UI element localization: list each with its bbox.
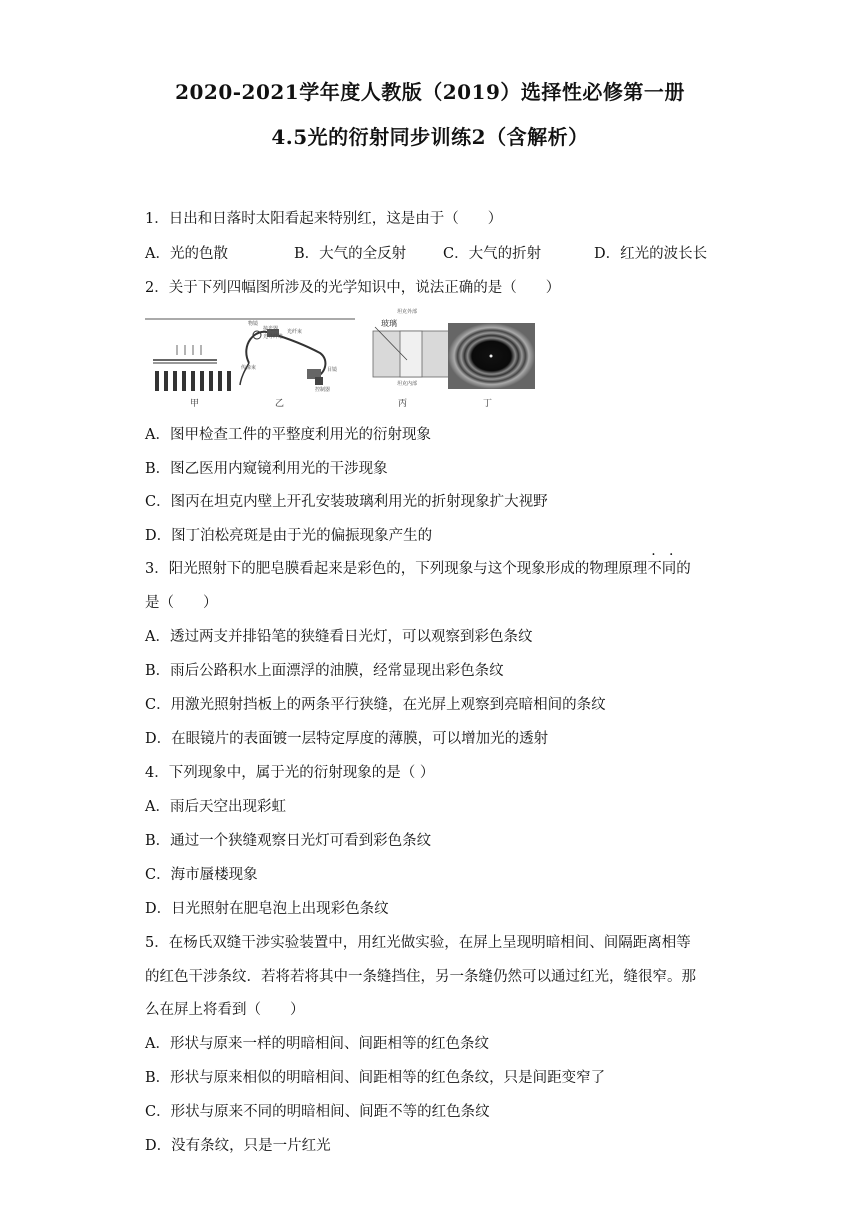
q3-option-c: C．用激光照射挡板上的两条平行狭缝，在光屏上观察到亮暗相间的条纹 — [145, 697, 606, 713]
figure-yi — [240, 320, 337, 409]
figure-label-bing: 丙 — [398, 399, 408, 409]
document-title-line1: 2020-2021学年度人教版（2019）选择性必修第一册 — [175, 80, 685, 104]
q3-emphasis: 不同 · · — [647, 547, 677, 577]
q3-option-d: D．在眼镜片的表面镀一层特定厚度的薄膜，可以增加光的透射 — [145, 731, 549, 747]
svg-text:光纤束: 光纤束 — [287, 329, 303, 335]
q2-stem: 2．关于下列四幅图所涉及的光学知识中，说法正确的是（ ） — [145, 280, 561, 296]
q1-option-c: C．大气的折射 — [443, 246, 542, 262]
q5-option-c: C．形状与原来不同的明暗相间、间距不等的红色条纹 — [145, 1104, 490, 1120]
q2-option-a: A．图甲检查工件的平整度利用光的衍射现象 — [145, 427, 431, 443]
q1-option-b: B．大气的全反射 — [294, 246, 407, 262]
q5-option-d: D．没有条纹，只是一片红光 — [145, 1138, 331, 1154]
q5-stem-line3: 么在屏上将看到（ ） — [145, 1002, 305, 1018]
q2-figure — [145, 305, 545, 410]
q4-option-c: C．海市蜃楼现象 — [145, 867, 258, 883]
q4-stem: 4．下列现象中，属于光的衍射现象的是（ ） — [145, 765, 435, 781]
q3-option-b: B．雨后公路积水上面漂浮的油膜，经常显现出彩色条纹 — [145, 663, 504, 679]
q2-option-b: B．图乙医用内窥镜利用光的干涉现象 — [145, 461, 388, 477]
q4-option-a: A．雨后天空出现彩虹 — [145, 799, 286, 815]
figure-ding — [448, 323, 535, 409]
svg-text:接光器: 接光器 — [263, 326, 279, 332]
q3-stem-line1: 3．阳光照射下的肥皂膜看起来是彩色的，下列现象与这个现象形成的物理原理不同 · · 的 — [145, 547, 691, 577]
figure-label-jia: 甲 — [190, 399, 200, 409]
figure-bing — [373, 308, 449, 409]
figure-label-ding: 丁 — [483, 399, 493, 409]
glass-label: 玻璃 — [381, 319, 397, 328]
svg-text:传像束: 传像束 — [241, 365, 257, 371]
q2-option-d: D．图丁泊松亮斑是由于光的偏振现象产生的 — [145, 528, 433, 544]
q5-option-b: B．形状与原来相似的明暗相间、间距相等的红色条纹，只是间距变窄了 — [145, 1070, 606, 1086]
q5-stem-line1: 5．在杨氏双缝干涉实验装置中，用红光做实验，在屏上呈现明暗相间、间隔距离相等 — [145, 935, 691, 951]
q3-stem-line2: 是（ ） — [145, 595, 218, 611]
q1-option-a: A．光的色散 — [145, 246, 228, 262]
svg-text:物镜: 物镜 — [248, 321, 259, 327]
document-title-line2: 4.5光的衍射同步训练2（含解析） — [271, 125, 589, 149]
figure-jia — [145, 319, 355, 409]
q3-option-a: A．透过两支并排铅笔的狭缝看日光灯，可以观察到彩色条纹 — [145, 629, 533, 645]
svg-text:光导纤维: 光导纤维 — [263, 334, 284, 340]
q5-option-a: A．形状与原来一样的明暗相间、间距相等的红色条纹 — [145, 1036, 489, 1052]
svg-text:坦克外部: 坦克外部 — [397, 309, 418, 315]
q1-option-d: D．红光的波长长 — [594, 246, 708, 262]
q1-stem: 1．日出和日落时太阳看起来特别红，这是由于（ ） — [145, 211, 503, 227]
q4-option-d: D．日光照射在肥皂泡上出现彩色条纹 — [145, 901, 389, 917]
q5-stem-line2: 的红色干涉条纹．若将若将其中一条缝挡住，另一条缝仍然可以通过红光，缝很窄。那 — [145, 969, 696, 985]
svg-text:控制器: 控制器 — [315, 387, 331, 393]
q4-option-b: B．通过一个狭缝观察日光灯可看到彩色条纹 — [145, 833, 432, 849]
figure-label-yi: 乙 — [275, 399, 285, 409]
svg-text:目镜: 目镜 — [327, 367, 338, 373]
svg-text:坦克内部: 坦克内部 — [397, 381, 418, 387]
q2-option-c: C．图丙在坦克内壁上开孔安装玻璃利用光的折射现象扩大视野 — [145, 494, 548, 510]
